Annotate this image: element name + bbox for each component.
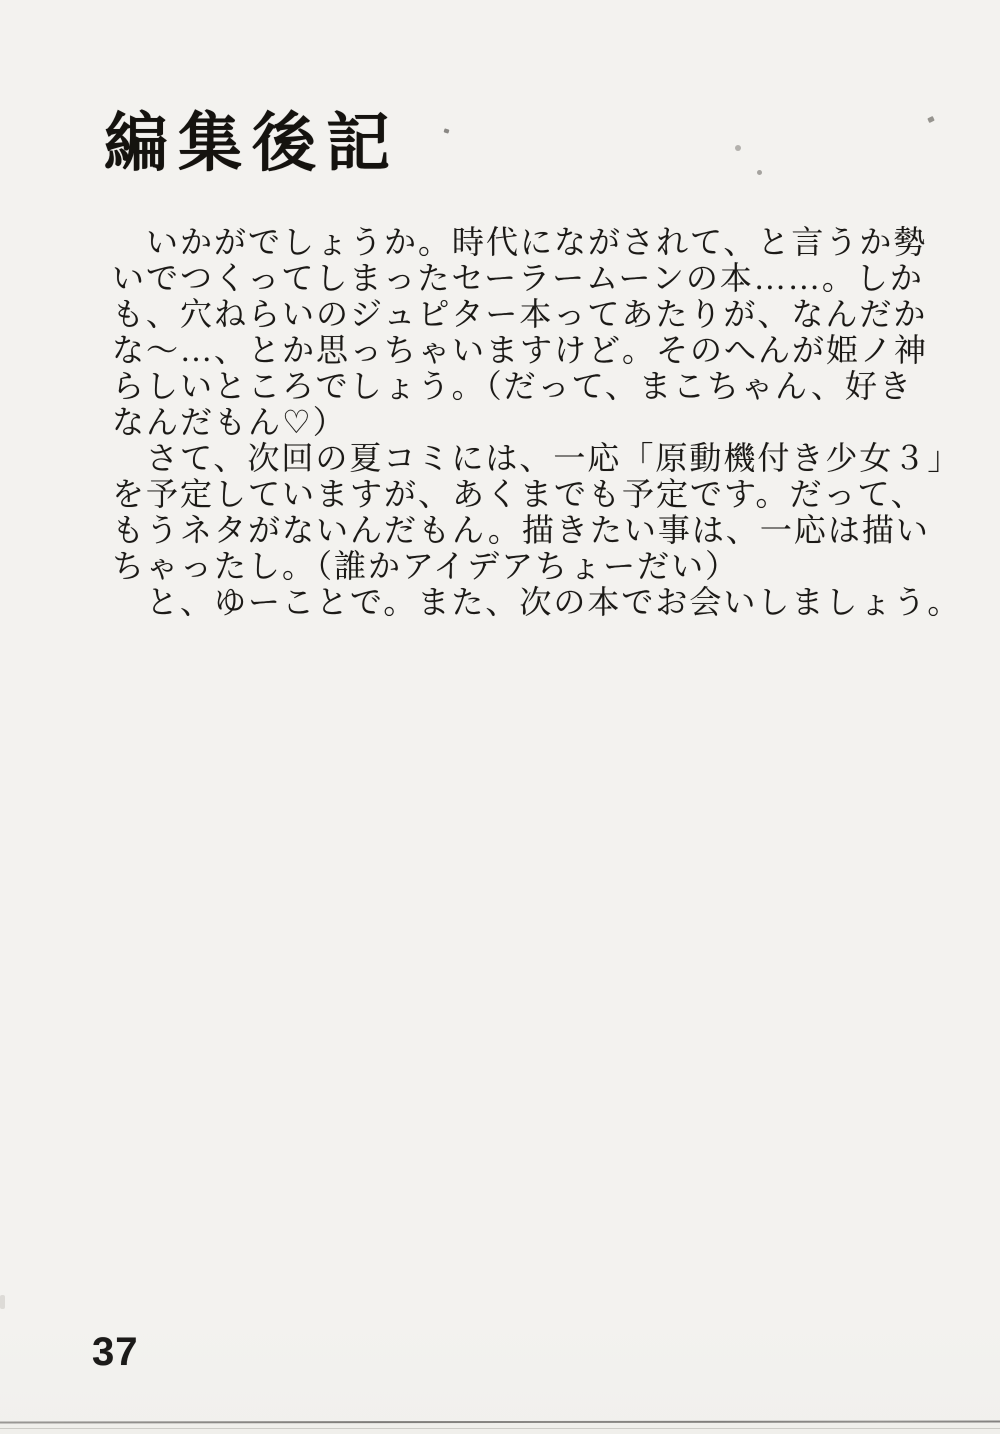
afterword-text-block: [112, 224, 972, 620]
text-line: もうネタがないんだもん。描きたい事は、一応は描い: [112, 512, 930, 548]
text-line: ちゃったし。（誰かアイデアちょーだい）: [112, 548, 740, 584]
scan-speck: [757, 170, 762, 175]
scan-speck: [735, 145, 741, 151]
text-line: なんだもん♡）: [112, 404, 347, 440]
text-line: も、穴ねらいのジュピター本ってあたりが、なんだか: [112, 296, 928, 332]
text-line: らしいところでしょう。（だって、まこちゃん、好き: [112, 368, 913, 404]
text-line: と、ゆーことで。また、次の本でお会いしましょう。: [112, 584, 962, 620]
scan-speck: [0, 1295, 5, 1309]
page-number: 37: [92, 1330, 139, 1374]
page-title: 編集後記: [104, 108, 400, 179]
text-line: いかがでしょうか。時代にながされて、と言うか勢: [112, 224, 928, 260]
scan-speck: [927, 116, 935, 123]
scan-speck: [444, 128, 450, 133]
text-line: を予定していますが、あくまでも予定です。だって、: [112, 476, 925, 512]
text-line: いでつくってしまったセーラームーンの本……。しか: [112, 260, 924, 296]
scan-page-edge-line-faint: [0, 1428, 1000, 1429]
text-line: な〜…、とか思っちゃいますけど。そのへんが姫ノ神: [112, 332, 929, 368]
text-line: さて、次回の夏コミには、一応「原動機付き少女３」: [112, 440, 962, 476]
